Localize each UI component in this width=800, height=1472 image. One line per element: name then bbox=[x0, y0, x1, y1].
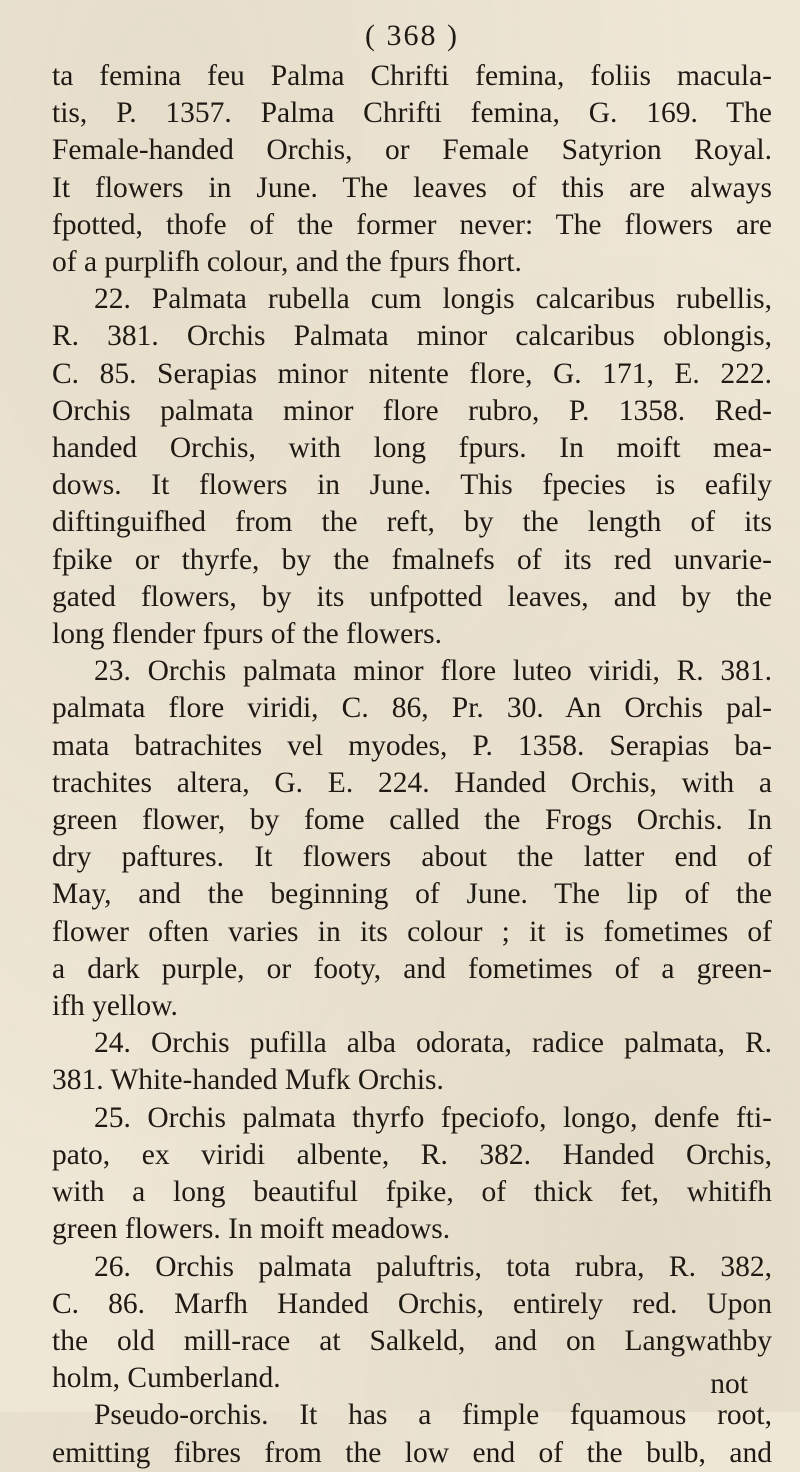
text-line: 26. Orchis palmata paluftris, tota rubra, R. 382, bbox=[94, 1250, 772, 1283]
text-line: a dark purple, or footy, and fometimes of a green- bbox=[52, 952, 772, 985]
paragraph-entry-23 bbox=[52, 653, 772, 1025]
text-line: 22. Palmata rubella cum longis calcaribus rubellis, bbox=[94, 283, 772, 316]
paragraph-entry-22 bbox=[52, 281, 772, 653]
text-line: fpotted, thofe of the former never: The flowers are bbox=[52, 208, 772, 241]
text-line: green flower, by fome called the Frogs Orchis. In bbox=[52, 804, 772, 837]
text-line: C. 86. Marfh Handed Orchis, entirely red. Upon bbox=[52, 1287, 772, 1320]
text-line: Female-handed Orchis, or Female Satyrion Royal. bbox=[52, 134, 772, 167]
text-line: Pseudo-orchis. It has a fimple fquamous root, bbox=[94, 1399, 772, 1432]
text-line: ta femina feu Palma Chrifti femina, foliis macula- bbox=[52, 60, 772, 92]
text-line: trachites altera, G. E. 224. Handed Orchis, with a bbox=[52, 766, 772, 799]
text-line: tis, P. 1357. Palma Chrifti femina, G. 169. The bbox=[52, 97, 772, 130]
text-line: long flender fpurs of the flowers. bbox=[52, 618, 442, 651]
text-line: holm, Cumberland. bbox=[52, 1362, 281, 1395]
paragraph-pseudo-orchis bbox=[52, 1397, 772, 1471]
text-line: emitting fibres from the low end of the bulb, and bbox=[52, 1436, 772, 1469]
text-line: mata batrachites vel myodes, P. 1358. Serapias ba- bbox=[52, 729, 772, 762]
text-line: palmata flore viridi, C. 86, Pr. 30. An Orchis pal- bbox=[52, 692, 772, 725]
text-line: handed Orchis, with long fpurs. In moift mea- bbox=[52, 432, 772, 465]
page-number: ( 368 ) bbox=[365, 19, 459, 52]
text-line: with a long beautiful fpike, of thick fet, whitifh bbox=[52, 1176, 772, 1209]
text-line: 381. White-handed Mufk Orchis. bbox=[52, 1064, 444, 1097]
text-line: flower often varies in its colour ; it is fometimes of bbox=[52, 915, 772, 948]
text-line: 24. Orchis pufilla alba odorata, radice palmata, R. bbox=[94, 1027, 772, 1060]
text-line: dows. It flowers in June. This fpecies is eafily bbox=[52, 469, 772, 502]
text-line: May, and the beginning of June. The lip of the bbox=[52, 878, 772, 911]
text-line: green flowers. In moift meadows. bbox=[52, 1213, 451, 1246]
paragraph-entry-21 bbox=[52, 58, 772, 281]
text-line: Orchis palmata minor flore rubro, P. 1358. Red- bbox=[52, 394, 772, 427]
text-line: gated flowers, by its unfpotted leaves, and by the bbox=[52, 580, 772, 613]
paragraph-entry-26 bbox=[52, 1249, 772, 1398]
text-line: dry paftures. It flowers about the latter end of bbox=[52, 841, 772, 874]
text-line: the old mill-race at Salkeld, and on Langwathby bbox=[52, 1324, 772, 1357]
paragraph-entry-24 bbox=[52, 1025, 772, 1099]
text-line: fpike or thyrfe, by the fmalnefs of its red unvarie- bbox=[52, 543, 772, 576]
text-line: C. 85. Serapias minor nitente flore, G. 171, E. 222. bbox=[52, 357, 772, 390]
text-line: It flowers in June. The leaves of this are always bbox=[52, 171, 772, 204]
paragraph-entry-25 bbox=[52, 1100, 772, 1249]
catchword: not bbox=[710, 1368, 748, 1400]
text-line: 23. Orchis palmata minor flore luteo viridi, R. 381. bbox=[94, 655, 772, 688]
text-line: R. 381. Orchis Palmata minor calcaribus oblongis, bbox=[52, 320, 772, 353]
text-line: pato, ex viridi albente, R. 382. Handed Orchis, bbox=[52, 1138, 772, 1171]
text-line: 25. Orchis palmata thyrfo fpeciofo, longo, denfe fti- bbox=[94, 1101, 772, 1134]
text-line: of a purplifh colour, and the fpurs fhort. bbox=[52, 246, 522, 279]
text-line: ifh yellow. bbox=[52, 990, 178, 1023]
body-text bbox=[52, 58, 772, 1472]
text-line: diftinguifhed from the reft, by the length of its bbox=[52, 506, 772, 539]
